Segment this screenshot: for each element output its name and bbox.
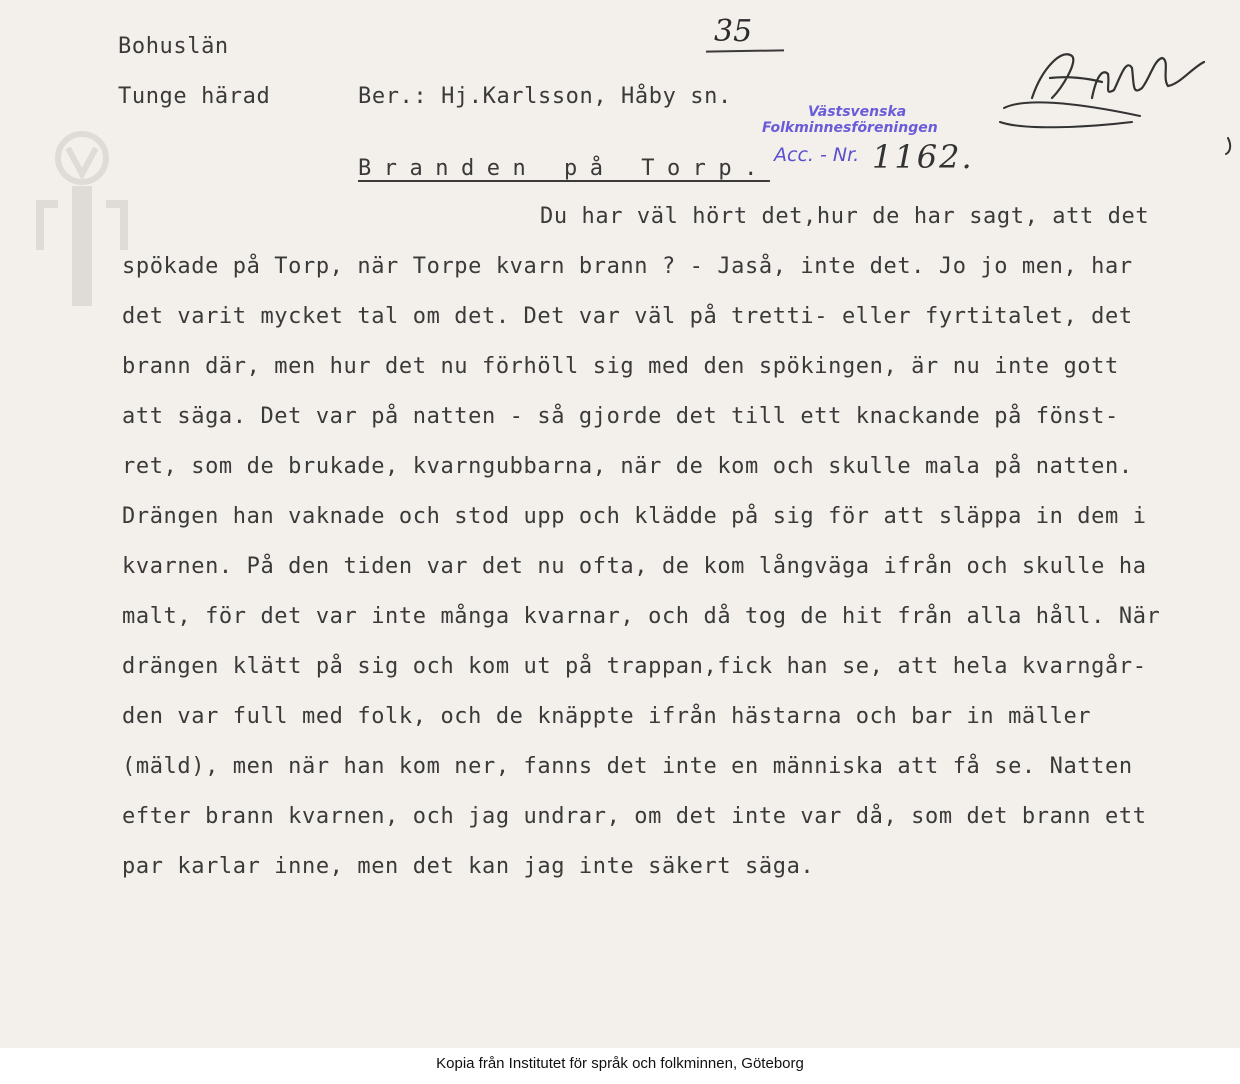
page-number: 35 <box>714 14 753 49</box>
body-line: brann där, men hur det nu förhöll sig med den spökingen, är nu inte gott <box>122 354 1119 379</box>
story-title: Branden på Torp. <box>358 156 770 181</box>
body-line: Du har väl hört det,hur de har sagt, att det <box>540 204 1150 229</box>
body-line: (mäld), men när han kom ner, fanns det inte en människa att få se. Natten <box>122 754 1133 779</box>
body-line: att säga. Det var på natten - så gjorde det till ett knackande på fönst- <box>122 404 1119 429</box>
body-line: drängen klätt på sig och kom ut på trappan,fick han se, att hela kvarngår- <box>122 654 1147 679</box>
body-line: spökade på Torp, när Torpe kvarn brann ? - Jaså, inte det. Jo jo men, har <box>122 254 1133 279</box>
region-province: Bohuslän <box>118 34 229 59</box>
body-line: den var full med folk, och de knäppte ifrån hästarna och bar in mäller <box>122 704 1092 729</box>
handwritten-signature <box>992 38 1240 158</box>
body-line: efter brann kvarnen, och jag undrar, om det inte var då, som det brann ett <box>122 804 1147 829</box>
copy-footer: Kopia från Institutet för språk och folkminnen, Göteborg <box>0 1048 1240 1084</box>
body-line: par karlar inne, men det kan jag inte säkert säga. <box>122 854 815 879</box>
informant-line: Ber.: Hj.Karlsson, Håby sn. <box>358 84 732 109</box>
region-district: Tunge härad <box>118 84 271 109</box>
body-line: Drängen han vaknade och stod upp och klädde på sig för att släppa in dem i <box>122 504 1147 529</box>
body-line: det varit mycket tal om det. Det var väl på tretti- eller fyrtitalet, det <box>122 304 1133 329</box>
body-line: kvarnen. På den tiden var det nu ofta, de kom långväga ifrån och skulle ha <box>122 554 1147 579</box>
body-line: malt, för det var inte många kvarnar, och då tog de hit från alla håll. När <box>122 604 1161 629</box>
stamp-organization-line2: Folkminnesföreningen <box>762 120 938 136</box>
body-line: ret, som de brukade, kvarngubbarna, när de kom och skulle mala på natten. <box>122 454 1133 479</box>
accession-number: 1162. <box>872 138 974 176</box>
page-number-underline <box>706 49 784 52</box>
stamp-organization-line1: Västsvenska <box>808 104 907 120</box>
archive-watermark-logo <box>32 130 132 330</box>
stamp-accession-label: Acc. - Nr. <box>774 144 860 166</box>
